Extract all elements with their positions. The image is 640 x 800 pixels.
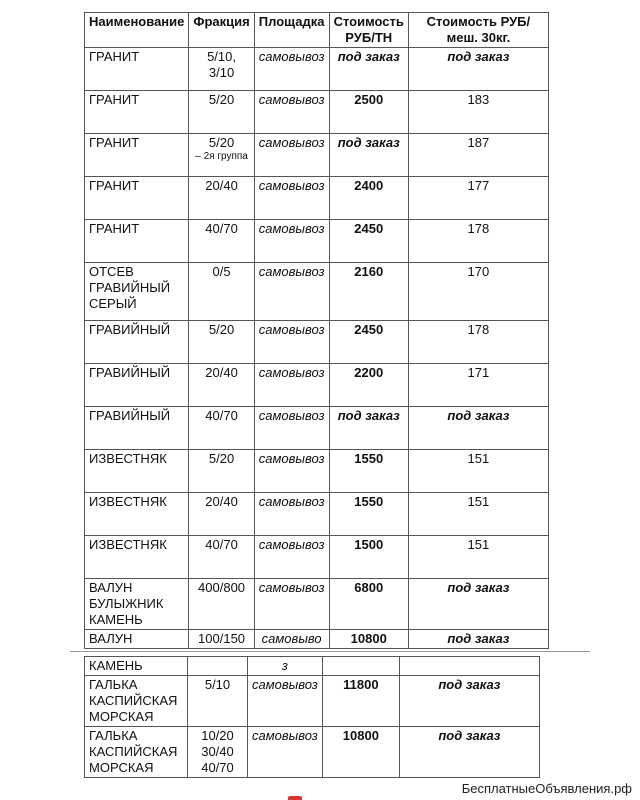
cell-name-text: ГРАНИТ	[89, 92, 140, 107]
cell-fraction	[189, 48, 254, 91]
price-table-continued	[84, 656, 540, 778]
cell-price-bag-text: 170	[467, 264, 490, 279]
cell-price-bag	[408, 579, 548, 630]
cell-name	[85, 364, 189, 407]
table-row	[85, 536, 549, 579]
cell-name-text: ГРАВИЙНЫЙ	[89, 322, 171, 337]
table-row	[85, 407, 549, 450]
cell-name	[85, 657, 188, 676]
cell-price-bag	[399, 676, 539, 727]
cell-price-bag	[408, 450, 548, 493]
header-name: Наименование	[85, 13, 189, 48]
cell-price-t	[329, 91, 408, 134]
cell-site	[254, 493, 329, 536]
cell-price-t-text: под заказ	[337, 49, 400, 64]
cell-price-bag-text: под заказ	[438, 728, 501, 743]
cell-site-text: самовывоз	[258, 135, 325, 150]
cell-fraction	[189, 91, 254, 134]
cell-name-text: ГРАВИЙНЫЙ	[89, 365, 171, 380]
cell-fraction	[189, 630, 254, 649]
cell-fraction-text: 40/70	[205, 221, 238, 236]
cell-price-bag-text: под заказ	[447, 49, 510, 64]
cell-name-text: ИЗВЕСТНЯК	[89, 494, 167, 509]
cell-name-text: ГРАНИТ	[89, 135, 140, 150]
cell-name-text: ГРАВИЙНЫЙ	[89, 408, 171, 423]
cell-price-bag-text: 183	[467, 92, 490, 107]
cell-site-text: самовывоз	[258, 221, 325, 236]
table-row	[85, 48, 549, 91]
cell-fraction-text: 20/40	[205, 178, 238, 193]
cell-name	[85, 263, 189, 321]
cell-price-t	[329, 321, 408, 364]
cell-fraction-text: 5/10, 3/10	[207, 49, 236, 80]
header-site: Площадка	[254, 13, 329, 48]
cell-price-t-text: под заказ	[337, 135, 400, 150]
cell-site	[254, 450, 329, 493]
cell-name-text: ГРАНИТ	[89, 49, 140, 64]
cell-price-bag	[408, 48, 548, 91]
cell-price-bag-text: 187	[467, 135, 490, 150]
table-row	[85, 493, 549, 536]
table-row	[85, 177, 549, 220]
table-body-continued	[85, 657, 540, 778]
cell-site-text: самовывоз	[258, 408, 325, 423]
cell-name-text: ИЗВЕСТНЯК	[89, 537, 167, 552]
cell-fraction-text: 5/20	[208, 451, 235, 466]
cell-price-t-text: 2160	[354, 264, 384, 279]
header-fraction: Фракция	[189, 13, 254, 48]
table-row	[85, 321, 549, 364]
cell-price-t	[329, 220, 408, 263]
table-row	[85, 220, 549, 263]
table-row	[85, 364, 549, 407]
cell-site	[248, 657, 323, 676]
cell-price-bag-text: 151	[467, 494, 490, 509]
cell-site-text: самовывоз	[252, 677, 318, 692]
table-header-row	[85, 13, 549, 48]
cell-price-bag-text: под заказ	[438, 677, 501, 692]
cell-fraction	[189, 536, 254, 579]
cell-fraction	[188, 657, 248, 676]
price-table	[84, 12, 549, 649]
cell-price-t	[329, 579, 408, 630]
table-row	[85, 91, 549, 134]
cell-price-t-text: 10800	[342, 728, 379, 743]
table-row	[85, 630, 549, 649]
cell-price-bag	[408, 134, 548, 177]
cell-fraction	[189, 177, 254, 220]
cell-site	[254, 364, 329, 407]
table-row	[85, 263, 549, 321]
cell-name	[85, 407, 189, 450]
cell-price-t	[322, 657, 399, 676]
cell-price-t	[329, 493, 408, 536]
cell-price-bag-text: 151	[467, 451, 490, 466]
cell-name-text: ИЗВЕСТНЯК	[89, 451, 167, 466]
cell-price-t-text: 2400	[354, 178, 384, 193]
cell-name	[85, 727, 188, 778]
cell-fraction	[189, 450, 254, 493]
cell-fraction-text: 5/20	[208, 322, 235, 337]
cell-site	[254, 48, 329, 91]
cell-fraction-text: 20/40	[205, 494, 238, 509]
cell-fraction-text: 40/70	[205, 537, 238, 552]
table-row	[85, 676, 540, 727]
cell-site-text: самовывоз	[258, 494, 325, 509]
cell-price-t	[329, 450, 408, 493]
cell-site	[254, 579, 329, 630]
cell-site-text: самовыво	[261, 631, 322, 646]
cell-price-t	[329, 630, 408, 649]
cell-fraction-text: 400/800	[198, 580, 246, 595]
cell-site	[254, 263, 329, 321]
cell-site	[254, 91, 329, 134]
cell-fraction-text: 5/10	[204, 677, 231, 692]
cell-name	[85, 134, 189, 177]
cell-price-t	[329, 536, 408, 579]
cell-name	[85, 220, 189, 263]
cell-name-text: ГАЛЬКА КАСПИЙСКАЯ МОРСКАЯ	[89, 677, 178, 724]
cell-price-t	[329, 364, 408, 407]
cell-site-text: самовывоз	[258, 92, 325, 107]
cell-fraction-text: 40/70	[205, 408, 238, 423]
cell-price-t	[329, 177, 408, 220]
cell-price-t-text: 2500	[354, 92, 384, 107]
cell-price-bag	[399, 657, 539, 676]
cell-price-bag	[408, 493, 548, 536]
cell-price-bag	[408, 407, 548, 450]
cell-name	[85, 48, 189, 91]
cell-price-t-text: 1550	[354, 451, 384, 466]
cell-name-text: ОТСЕВ ГРАВИЙНЫЙ СЕРЫЙ	[89, 264, 171, 311]
cell-price-bag	[408, 220, 548, 263]
cell-fraction	[189, 407, 254, 450]
cell-site	[254, 536, 329, 579]
page-break-line	[70, 651, 590, 652]
cell-fraction	[189, 364, 254, 407]
cell-fraction	[189, 220, 254, 263]
cell-name	[85, 321, 189, 364]
cell-name	[85, 676, 188, 727]
cell-name-text: ГРАНИТ	[89, 178, 140, 193]
watermark: БесплатныеОбъявления.рф	[461, 781, 632, 796]
cell-price-bag	[399, 727, 539, 778]
cell-price-t	[322, 676, 399, 727]
cell-price-t-text: 1550	[354, 494, 384, 509]
cell-fraction-note: – 2я группа	[195, 151, 248, 162]
header-price-t: Стоимость РУБ/ТН	[329, 13, 408, 48]
cell-price-bag-text: 178	[467, 221, 490, 236]
cell-site	[254, 134, 329, 177]
cell-name-text: ВАЛУН БУЛЫЖНИК КАМЕНЬ	[89, 580, 164, 627]
cell-site	[248, 676, 323, 727]
cell-fraction-text: 100/150	[198, 631, 246, 646]
cell-name	[85, 493, 189, 536]
cell-site	[254, 220, 329, 263]
cell-price-t-text: 2200	[354, 365, 384, 380]
cell-fraction	[188, 676, 248, 727]
cell-name	[85, 579, 189, 630]
cell-name-text: ГАЛЬКА КАСПИЙСКАЯ МОРСКАЯ	[89, 728, 178, 775]
cell-site	[254, 321, 329, 364]
cell-price-t	[322, 727, 399, 778]
cell-site	[254, 630, 329, 649]
cell-price-t-text: 2450	[354, 221, 384, 236]
cell-fraction-text: 5/20	[208, 135, 235, 150]
cell-name	[85, 536, 189, 579]
cell-fraction	[189, 579, 254, 630]
cell-site	[254, 407, 329, 450]
cell-price-bag-text: под заказ	[447, 408, 510, 423]
cell-site-text: самовывоз	[258, 365, 325, 380]
cell-price-t-text: 2450	[354, 322, 384, 337]
cell-fraction	[189, 134, 254, 177]
cell-site-text: самовывоз	[258, 580, 325, 595]
cell-price-bag	[408, 630, 548, 649]
cell-price-bag-text: 178	[467, 322, 490, 337]
cell-site-text: самовывоз	[258, 49, 325, 64]
table-row	[85, 450, 549, 493]
cell-site	[248, 727, 323, 778]
cell-name	[85, 177, 189, 220]
cell-site-text: самовывоз	[258, 178, 325, 193]
cell-site-text: самовывоз	[258, 537, 325, 552]
cell-price-bag-text: 171	[467, 365, 490, 380]
cell-price-t-text: 6800	[354, 580, 384, 595]
cell-price-t	[329, 134, 408, 177]
cell-site-text: самовывоз	[252, 728, 318, 743]
cell-price-bag	[408, 364, 548, 407]
table-row	[85, 727, 540, 778]
cell-price-bag-text: 177	[467, 178, 490, 193]
cell-name-text: ГРАНИТ	[89, 221, 140, 236]
cell-price-t-text: 11800	[343, 677, 379, 692]
cell-price-t-text: 1500	[354, 537, 384, 552]
cell-name	[85, 91, 189, 134]
table-row	[85, 579, 549, 630]
cell-price-bag	[408, 177, 548, 220]
cell-name	[85, 450, 189, 493]
cell-site-text: з	[281, 658, 288, 673]
cell-price-bag	[408, 321, 548, 364]
cell-fraction	[188, 727, 248, 778]
cell-fraction	[189, 493, 254, 536]
cell-price-bag	[408, 263, 548, 321]
header-price-bag: Стоимость РУБ/ меш. 30кг.	[408, 13, 548, 48]
cell-name	[85, 630, 189, 649]
cell-fraction-text: 5/20	[208, 92, 235, 107]
cell-fraction-text: 10/20 30/40 40/70	[201, 728, 234, 775]
cell-name-text: ВАЛУН	[89, 631, 133, 646]
cell-site-text: самовывоз	[258, 322, 325, 337]
cell-price-bag	[408, 91, 548, 134]
cell-price-bag	[408, 536, 548, 579]
cell-fraction-text: 0/5	[212, 264, 231, 279]
cell-price-t-text: под заказ	[337, 408, 400, 423]
cell-price-t-text: 10800	[350, 631, 387, 646]
cell-price-t	[329, 263, 408, 321]
cell-site-text: самовывоз	[258, 264, 325, 279]
cell-price-bag-text: под заказ	[447, 631, 510, 646]
cell-price-t	[329, 407, 408, 450]
cell-price-t	[329, 48, 408, 91]
cell-price-bag-text: под заказ	[447, 580, 510, 595]
cell-name-text: КАМЕНЬ	[89, 658, 143, 673]
cell-fraction	[189, 263, 254, 321]
table-row	[85, 657, 540, 676]
cell-fraction-text: 20/40	[205, 365, 238, 380]
table-body	[85, 48, 549, 649]
table-row	[85, 134, 549, 177]
cell-site	[254, 177, 329, 220]
cell-price-bag-text: 151	[467, 537, 490, 552]
cell-fraction	[189, 321, 254, 364]
cell-site-text: самовывоз	[258, 451, 325, 466]
red-marker	[288, 796, 302, 800]
